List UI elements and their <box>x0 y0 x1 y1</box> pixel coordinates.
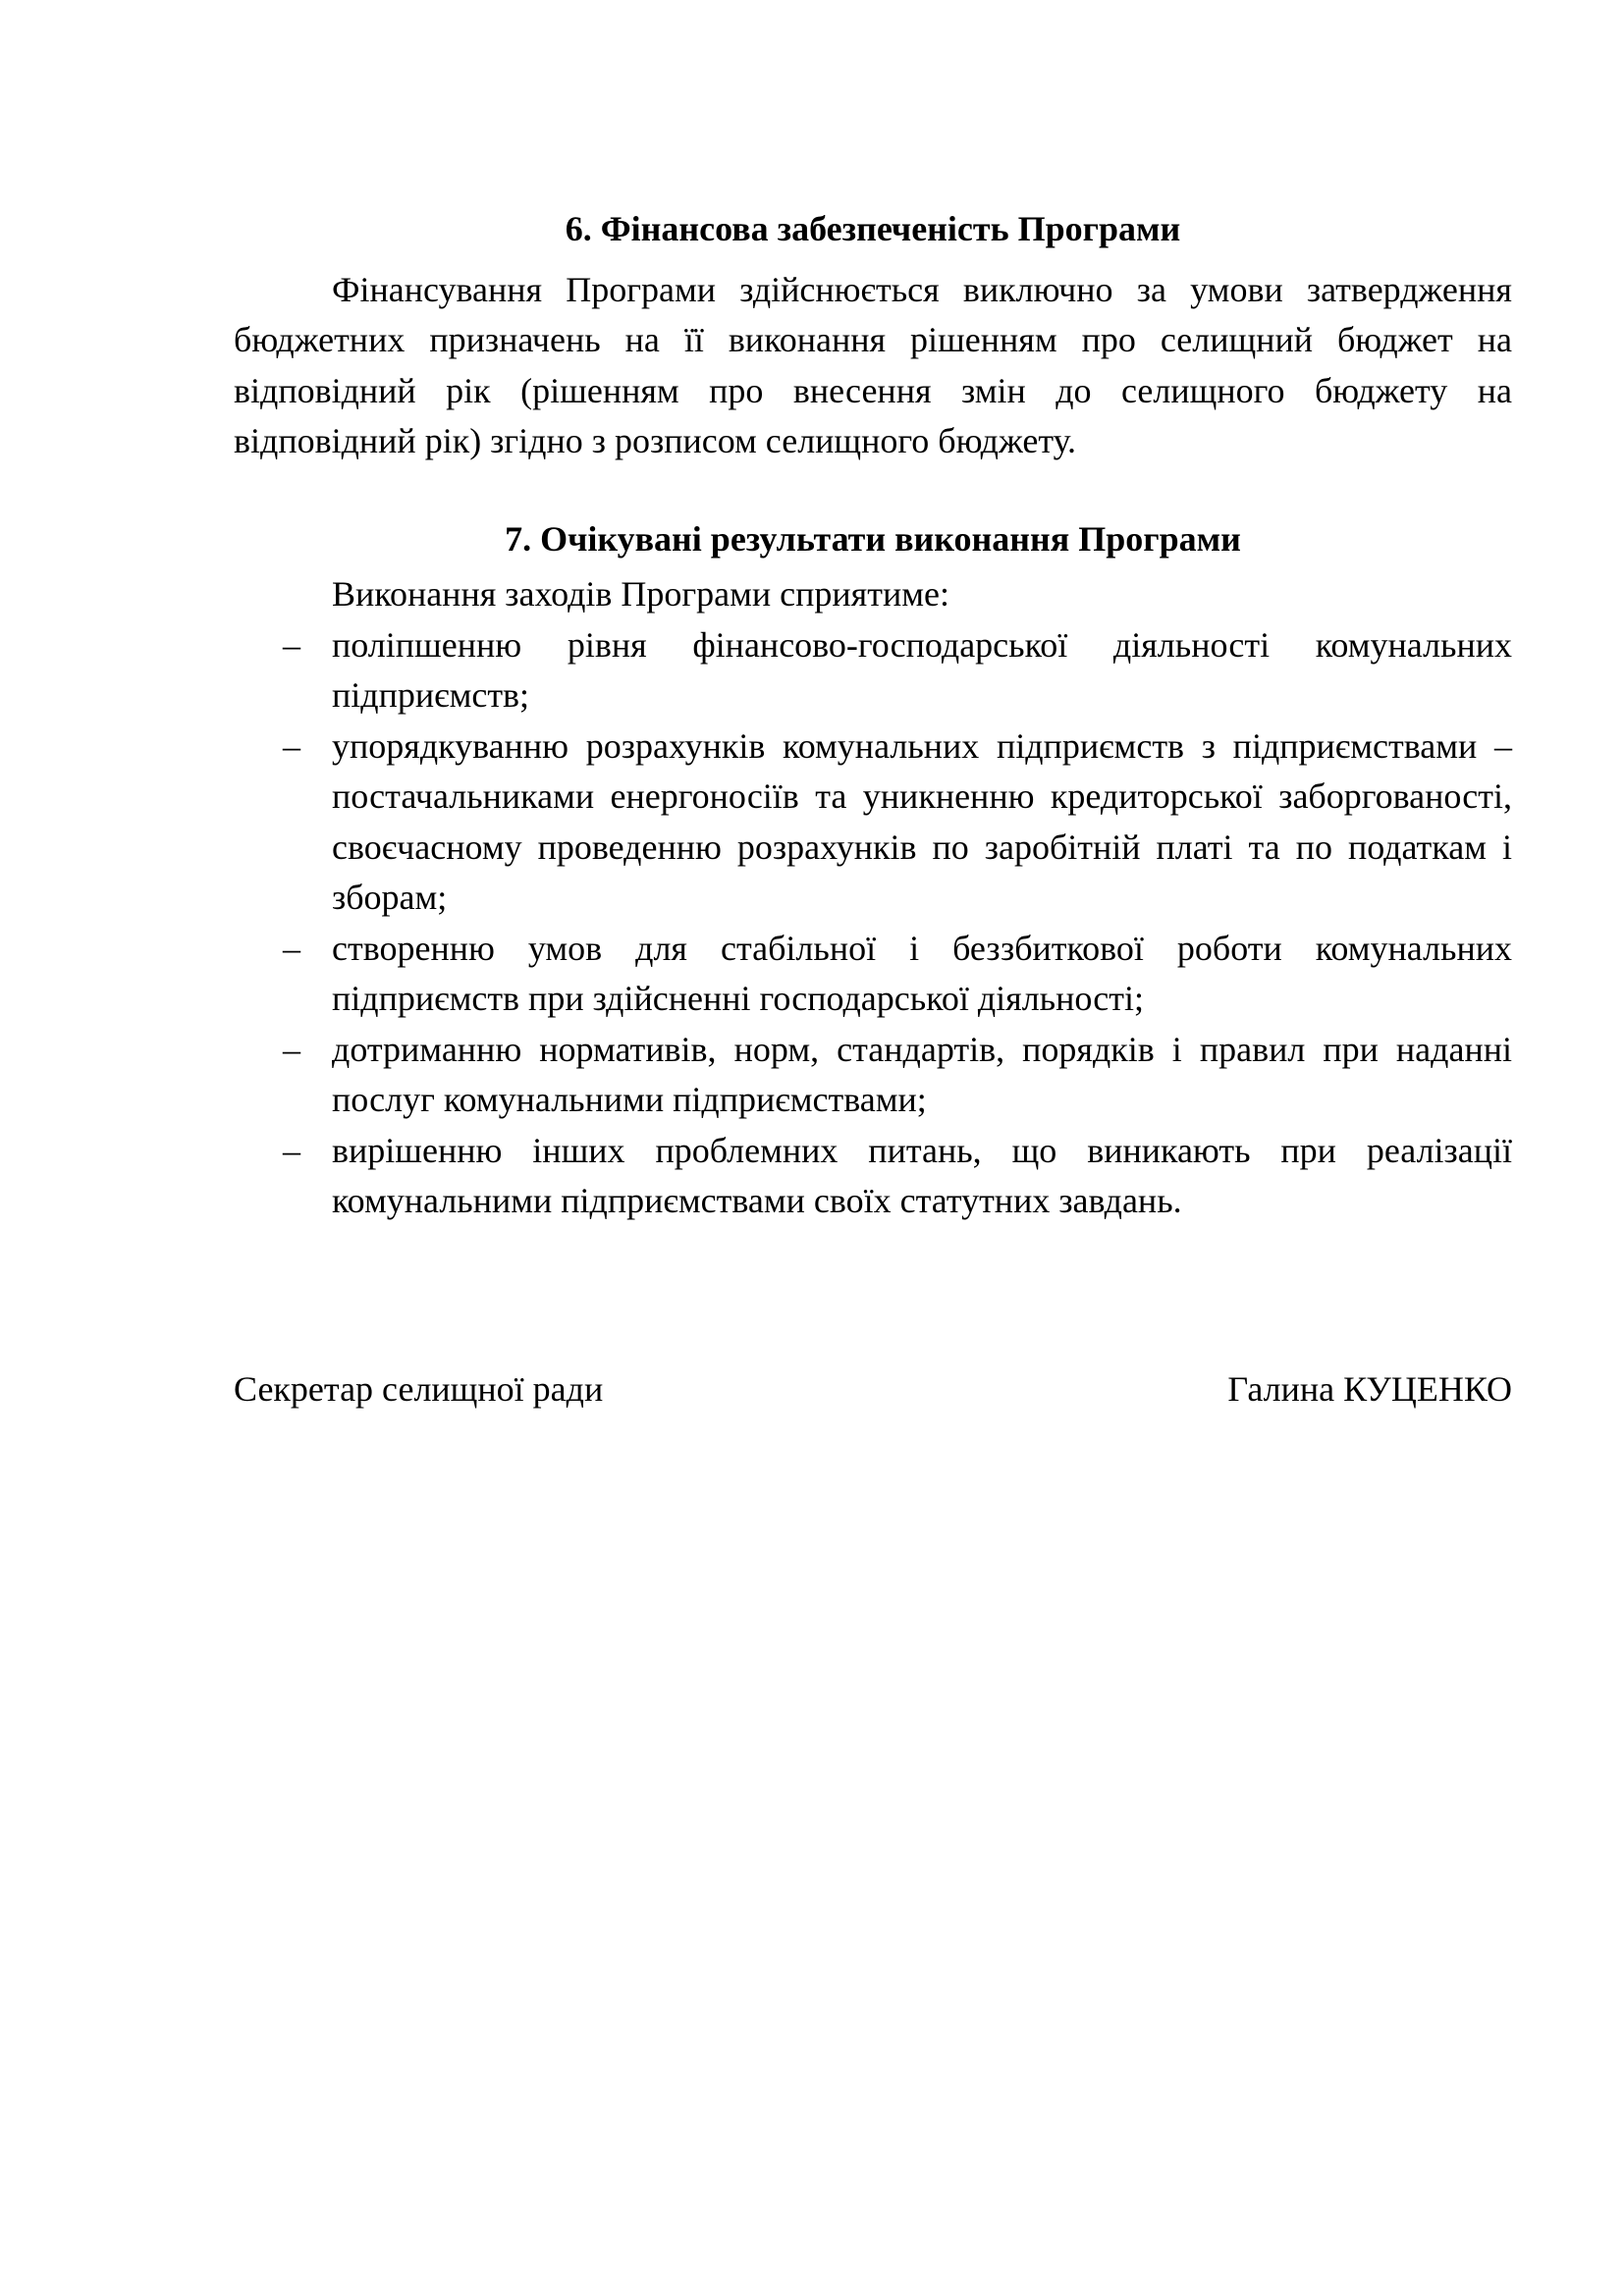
section-6-title: 6. Фінансова забезпеченість Програми <box>565 209 1181 248</box>
list-item <box>234 620 1512 721</box>
list-item-text: поліпшенню рівня фінансово-господарської діяльності комунальних підприємств; <box>332 624 1512 715</box>
signature-position: Секретар селищної ради <box>234 1369 604 1409</box>
dash-bullet: – <box>283 624 300 665</box>
list-item <box>234 1025 1512 1126</box>
section-7-intro: Виконання заходів Програми сприятиме: <box>332 574 949 614</box>
document-content <box>234 204 1512 1227</box>
list-item <box>234 1126 1512 1227</box>
signature-name: Галина КУЦЕНКО <box>1227 1369 1512 1409</box>
section-7-title: 7. Очікувані результати виконання Програми <box>505 518 1241 559</box>
list-item <box>234 721 1512 924</box>
list-item-text: вирішенню інших проблемних питань, що виникають при реалізації комунальними підприємствами своїх статутних завдань. <box>332 1130 1512 1220</box>
results-list <box>234 620 1512 1227</box>
section-6-paragraph: Фінансування Програми здійснюється виключно за умови затвердження бюджетних призначень на її виконання рішенням про селищний бюджет на відповідний рік (рішенням про внесення змін до селищного бюджету на відповідний рік) згідно з розписом селищного бюджету. <box>234 269 1512 460</box>
list-item-text: створенню умов для стабільної і беззбиткової роботи комунальних підприємств при здійсненні господарської діяльності; <box>332 928 1512 1018</box>
dash-bullet: – <box>283 928 300 968</box>
list-item-text: дотриманню нормативів, норм, стандартів, порядків і правил при наданні послуг комунальними підприємствами; <box>332 1029 1512 1119</box>
list-item-text: упорядкуванню розрахунків комунальних підприємств з підприємствами – постачальниками енергоносіїв та уникненню кредиторської заборгованості, своєчасному проведенню розрахунків по заробітній платі та по податкам і зборам; <box>332 725 1512 917</box>
list-item <box>234 924 1512 1025</box>
dash-bullet: – <box>283 725 300 766</box>
signature-block <box>234 1364 1512 1415</box>
dash-bullet: – <box>283 1130 300 1170</box>
dash-bullet: – <box>283 1029 300 1069</box>
